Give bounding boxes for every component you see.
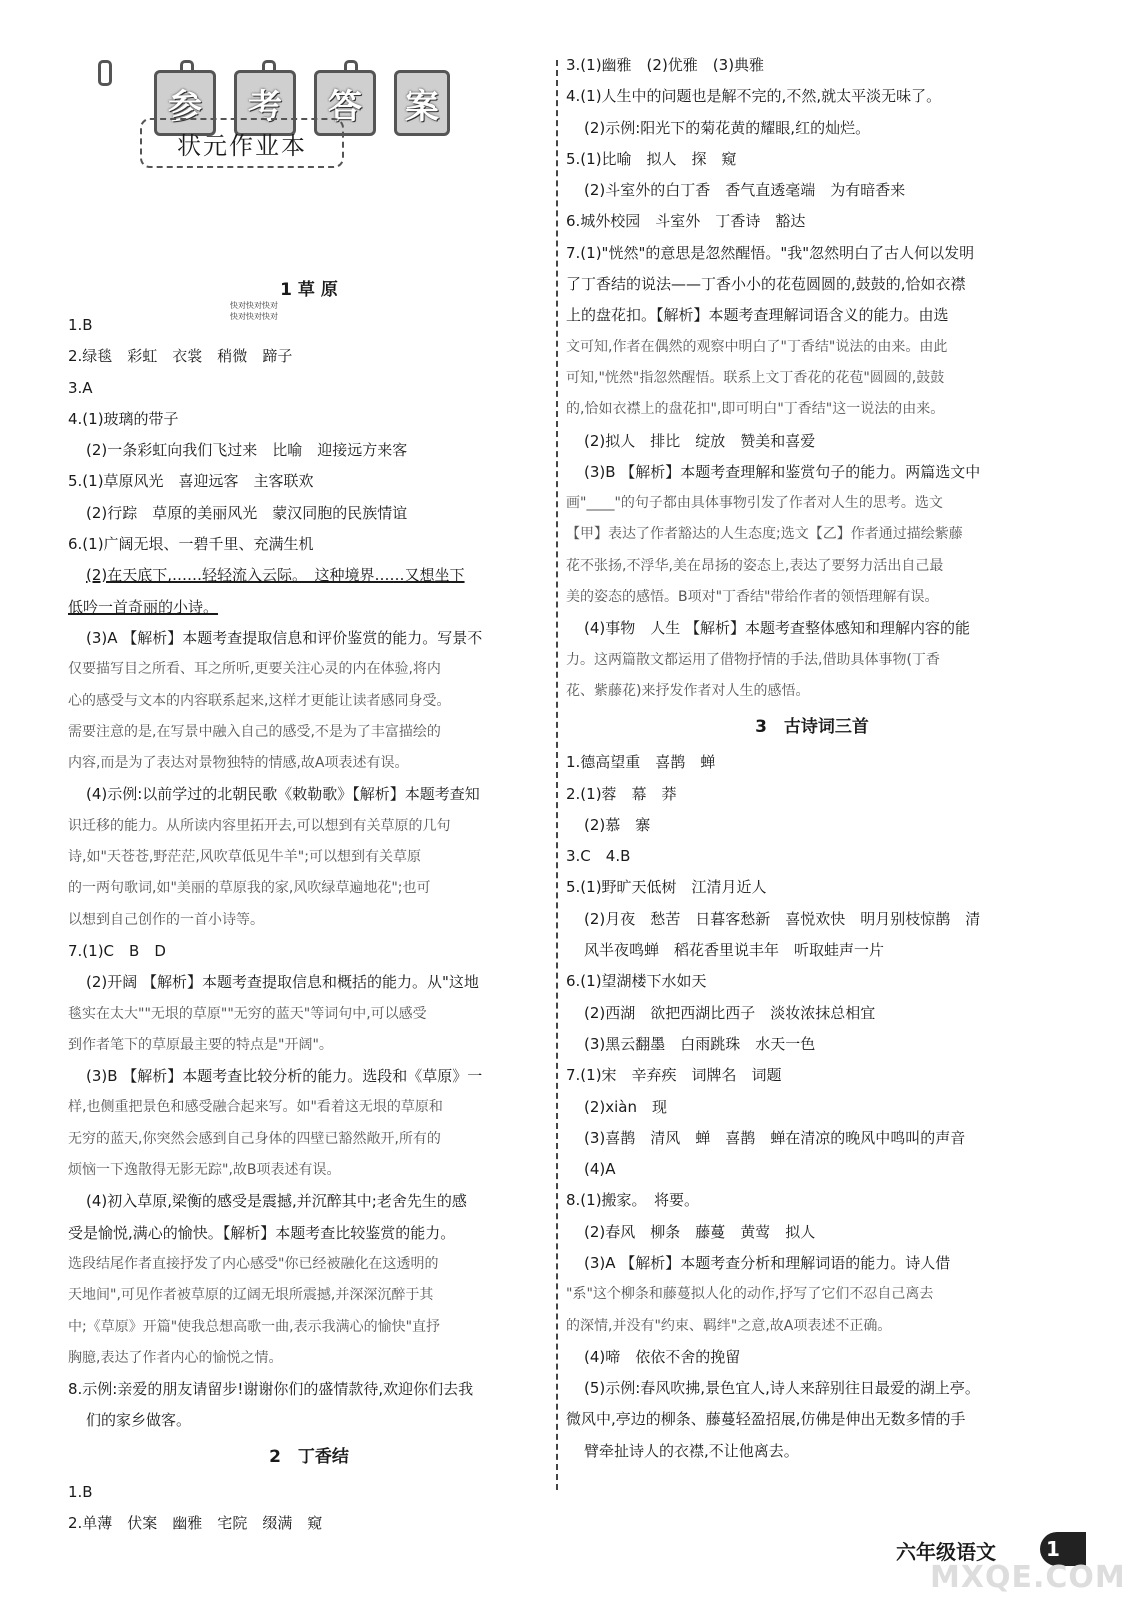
answer-line: 的,恰如衣襟上的盘花扣",即可明白"丁香结"这一说法的由来。 <box>566 401 945 418</box>
section-title: 1 草 原 <box>280 280 338 300</box>
answer-line: 花不张扬,不浮华,美在昂扬的姿态上,表达了要努力活出自己最 <box>566 557 944 574</box>
answer-line: 识迁移的能力。从所读内容里拓开去,可以想到有关草原的几句 <box>68 817 451 834</box>
answer-line: 内容,而是为了表达对景物独特的情感,故A项表述有误。 <box>68 755 409 772</box>
answer-line: 们的家乡做客。 <box>86 1411 192 1430</box>
banner-char: 考 <box>234 70 296 136</box>
answer-line: 8.(1)搬家。 将要。 <box>566 1191 700 1210</box>
answer-line: 美的姿态的感悟。B项对"丁香结"带给作者的领悟理解有误。 <box>566 589 939 606</box>
answer-line: 4.(1)人生中的问题也是解不完的,不然,就太平淡无味了。 <box>566 87 942 106</box>
answer-line: 胸臆,表达了作者内心的愉悦之情。 <box>68 1349 283 1366</box>
answer-line: 臂牵扯诗人的衣襟,不让他离去。 <box>584 1441 799 1460</box>
answer-line: (4)啼 依依不舍的挽留 <box>584 1347 741 1366</box>
banner-char: 案 <box>394 70 450 136</box>
banner-char: 参 <box>154 70 216 136</box>
answer-line: (2)示例:阳光下的菊花黄的耀眼,红的灿烂。 <box>584 118 871 137</box>
answer-line: 中;《草原》开篇"使我总想高歌一曲,表示我满心的愉快"直抒 <box>68 1318 441 1335</box>
answer-line: (4)A <box>584 1160 616 1179</box>
answer-line: (3)喜鹊 清风 蝉 喜鹊 蝉在清凉的晚风中鸣叫的声音 <box>584 1128 966 1147</box>
answer-line: (3)B 【解析】本题考查比较分析的能力。选段和《草原》一 <box>86 1067 483 1086</box>
answer-line: 3.(1)幽雅 (2)优雅 (3)典雅 <box>566 56 765 74</box>
answer-line: 4.(1)玻璃的带子 <box>68 409 179 428</box>
left-answer-list <box>68 270 550 1539</box>
answer-line: 低吟一首奇丽的小诗。 <box>68 597 219 616</box>
answer-line: (2)春风 柳条 藤蔓 黄莺 拟人 <box>584 1222 816 1241</box>
answer-line: 到作者笔下的草原最主要的特点是"开阔"。 <box>68 1036 333 1053</box>
answer-line: 烦恼一下逸散得无影无踪",故B项表述有误。 <box>68 1162 341 1179</box>
answer-line: (4)事物 人生 【解析】本题考查整体感知和理解内容的能 <box>584 619 971 638</box>
answer-line: 6.(1)广阔无垠、一碧千里、充满生机 <box>68 535 314 554</box>
answer-line: 7.(1)宋 辛弃疾 词牌名 词题 <box>566 1066 782 1085</box>
answer-line: 样,也侧重把景色和感受融合起来写。如"看着这无垠的草原和 <box>68 1099 443 1116</box>
answer-line: 1.德高望重 喜鹊 蝉 <box>566 753 716 772</box>
answer-line: 文可知,作者在偶然的观察中明白了"丁香结"说法的由来。由此 <box>566 338 948 355</box>
answer-line: 1.B <box>68 316 93 334</box>
answer-line: (4)初入草原,梁衡的感受是震撼,并沉醉其中;老舍先生的感 <box>86 1192 467 1211</box>
answer-line: (3)A 【解析】本题考查提取信息和评价鉴赏的能力。写景不 <box>86 628 483 647</box>
answer-line: 8.示例:亲爱的朋友请留步!谢谢你们的盛情款待,欢迎你们去我 <box>68 1380 474 1399</box>
answer-line: (2)慕 寨 <box>584 815 651 834</box>
subtitle-box: 状元作业本 <box>140 118 344 168</box>
answer-line: (2)在天底下,……轻轻流入云际。 这种境界……又想坐下 <box>86 566 465 585</box>
answer-line: 无穷的蓝天,你突然会感到自己身体的四壁已豁然敞开,所有的 <box>68 1130 441 1147</box>
tiny-note: 快对快对快对 快对快对快对 <box>230 301 278 321</box>
right-column <box>566 50 1058 1467</box>
answer-line: 花、紫藤花)来抒发作者对人生的感悟。 <box>566 682 810 699</box>
section-title: 3 古诗词三首 <box>755 717 869 738</box>
answer-line: 的深情,并没有"约束、羁绊"之意,故A项表述不正确。 <box>566 1317 892 1334</box>
answer-line: 需要注意的是,在写景中融入自己的感受,不是为了丰富描绘的 <box>68 723 441 740</box>
answer-line: 2.单薄 伏案 幽雅 宅院 缀满 窥 <box>68 1513 323 1532</box>
answer-line: 微风中,亭边的柳条、藤蔓轻盈招展,仿佛是伸出无数多情的手 <box>566 1410 966 1429</box>
watermark: MXQE.COM <box>930 1560 1126 1595</box>
answer-line: 【甲】表达了作者豁达的人生态度;选文【乙】作者通过描绘紫藤 <box>566 526 963 543</box>
answer-line: 选段结尾作者直接抒发了内心感受"你已经被融化在这透明的 <box>68 1255 439 1272</box>
answer-line: 画"____"的句子都由具体事物引发了作者对人生的思考。选文 <box>566 495 943 512</box>
answer-line: 的一两句歌词,如"美丽的草原我的家,风吹绿草遍地花";也可 <box>68 880 431 897</box>
answer-line: 5.(1)比喻 拟人 探 窥 <box>566 149 737 168</box>
answer-line: 毯实在太大""无垠的草原""无穷的蓝天"等词句中,可以感受 <box>68 1005 427 1022</box>
answer-line: (2)月夜 愁苦 日暮客愁新 喜悦欢快 明月别枝惊鹊 清 <box>584 909 981 928</box>
answer-line: 7.(1)"恍然"的意思是忽然醒悟。"我"忽然明白了古人何以发明 <box>566 243 975 262</box>
answer-line: (3)A 【解析】本题考查分析和理解词语的能力。诗人借 <box>584 1253 951 1272</box>
answer-line: 2.(1)蓉 幕 莽 <box>566 784 677 803</box>
answer-line: (4)示例:以前学过的北朝民歌《敕勒歌》【解析】本题考查知 <box>86 785 480 804</box>
answer-line: (2)行踪 草原的美丽风光 蒙汉同胞的民族情谊 <box>86 503 408 522</box>
binder-ring-icon <box>98 60 112 86</box>
answer-line: 5.(1)野旷天低树 江清月近人 <box>566 878 767 897</box>
answer-line: 1.B <box>68 1482 93 1501</box>
answer-line: (2)一条彩虹向我们飞过来 比喻 迎接远方来客 <box>86 441 408 460</box>
answer-line: 天地间",可见作者被草原的辽阔无垠所震撼,并深深沉醉于其 <box>68 1287 434 1304</box>
banner-char: 答 <box>314 70 376 136</box>
answer-line: (2)西湖 欲把西湖比西子 淡妆浓抹总相宜 <box>584 1003 876 1022</box>
answer-line: (3)B 【解析】本题考查理解和鉴赏句子的能力。两篇选文中 <box>584 462 981 481</box>
answer-line: 以想到自己创作的一首小诗等。 <box>68 911 264 928</box>
answer-line: 2.绿毯 彩虹 衣裳 稍微 蹄子 <box>68 347 293 366</box>
answer-line: 6.(1)望湖楼下水如天 <box>566 972 707 991</box>
answer-line: 仅要描写目之所看、耳之所听,更要关注心灵的内在体验,将内 <box>68 661 441 678</box>
answer-line: 3.C 4.B <box>566 847 631 866</box>
right-answer-list <box>566 50 1058 1467</box>
answer-line: 可知,"恍然"指忽然醒悟。联系上文丁香花的花苞"圆圆的,鼓鼓 <box>566 369 945 386</box>
answer-line: "系"这个柳条和藤蔓拟人化的动作,抒写了它们不忍自己离去 <box>566 1286 934 1303</box>
answer-line: 6.城外校园 斗室外 丁香诗 豁达 <box>566 212 806 231</box>
answer-line: 7.(1)C B D <box>68 941 166 960</box>
answer-line: (2)开阔 【解析】本题考查提取信息和概括的能力。从"这地 <box>86 973 479 992</box>
answer-line: (2)拟人 排比 绽放 赞美和喜爱 <box>584 431 816 450</box>
answer-line: 受是愉悦,满心的愉快。【解析】本题考查比较鉴赏的能力。 <box>68 1223 456 1242</box>
answer-line: 了丁香结的说法——丁香小小的花苞圆圆的,鼓鼓的,恰如衣襟 <box>566 275 966 294</box>
answer-line: 上的盘花扣。【解析】本题考查理解词语含义的能力。由选 <box>566 306 949 325</box>
answer-line: 风半夜鸣蝉 稻花香里说丰年 听取蛙声一片 <box>584 941 885 960</box>
left-column <box>68 50 550 1539</box>
answer-line: (5)示例:春风吹拂,景色宜人,诗人来辞别往日最爱的湖上亭。 <box>584 1379 980 1398</box>
answer-line: 力。这两篇散文都运用了借物抒情的手法,借助具体事物(丁香 <box>566 651 940 668</box>
section-title: 2 丁香结 <box>269 1446 349 1467</box>
footer-title: 六年级语文 <box>896 1540 996 1564</box>
answer-line: 5.(1)草原风光 喜迎远客 主客联欢 <box>68 472 314 491</box>
answer-line: (2)xiàn 现 <box>584 1097 667 1116</box>
page-number: 1 <box>1040 1532 1086 1566</box>
answer-line: 诗,如"天苍苍,野茫茫,风吹草低见牛羊";可以想到有关草原 <box>68 849 421 866</box>
answer-line: (3)黑云翻墨 白雨跳珠 水天一色 <box>584 1034 816 1053</box>
column-divider <box>556 60 558 1490</box>
answer-line: 心的感受与文本的内容联系起来,这样才更能让读者感同身受。 <box>68 692 451 709</box>
answer-line: 3.A <box>68 378 93 397</box>
answer-line: (2)斗室外的白丁香 香气直透毫端 为有暗香来 <box>584 181 906 200</box>
